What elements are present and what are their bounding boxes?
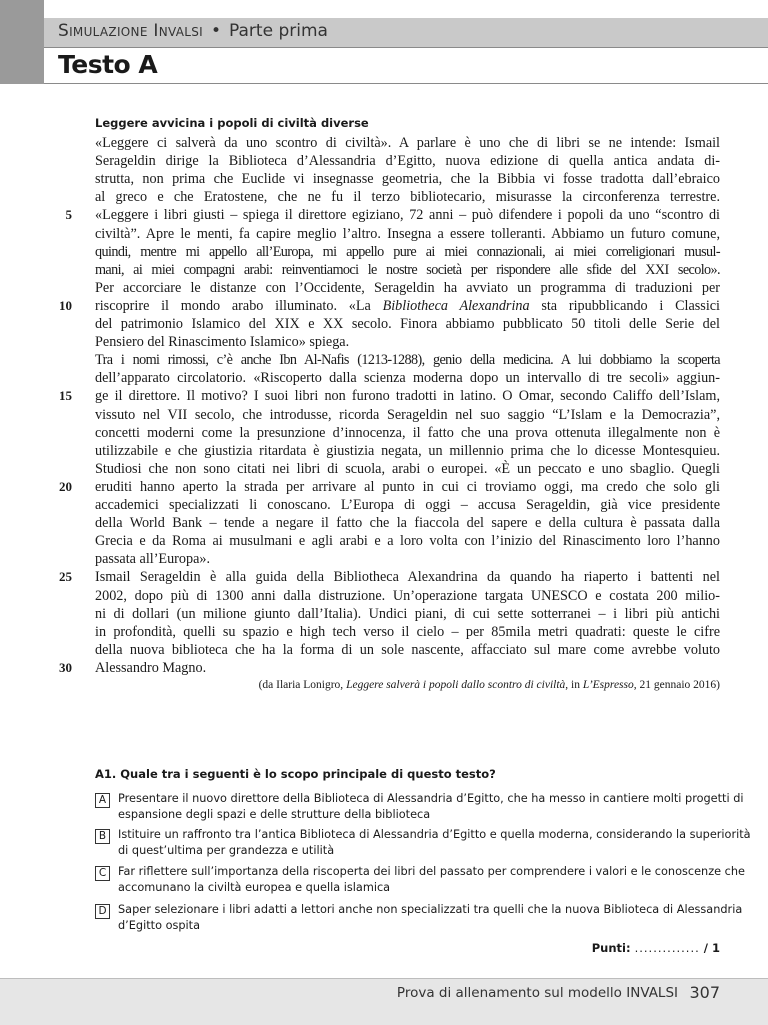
passage-line: Alessandro Magno.	[95, 659, 207, 676]
passage-line: strutta, non prima che Euclide vi insegnasse geometria, che la Bibbia vi fosse tradotta dall’ebraico	[95, 171, 720, 188]
passage-line: utilizzabile e che giustizia ritardata è giustizia negata, un millennio prima che lo dicesse Montesquieu.	[95, 442, 720, 459]
page-header	[0, 0, 768, 84]
header-divider	[44, 47, 768, 48]
source-pre: (da Ilaria Lonigro,	[258, 679, 347, 691]
score-line	[592, 941, 720, 955]
passage-line: accademici specializzati li conoscano. L’Europa di oggi – accusa Serageldin, già vice presidente	[95, 497, 720, 513]
source-title: Leggere salverà i popoli dallo scontro di civiltà	[346, 679, 566, 691]
option-text: di quest’ultima per grandezza e utilità	[118, 844, 335, 857]
option-checkbox[interactable]: B	[95, 829, 110, 844]
option-checkbox[interactable]: D	[95, 904, 110, 919]
italic-title: Bibliotheca Alexandrina	[382, 297, 530, 314]
line-number: 25	[59, 569, 72, 585]
footer-text: Prova di allenamento sul modello INVALSI	[396, 985, 678, 1001]
header-bar	[44, 18, 768, 47]
passage-line: «Leggere ci salverà da uno scontro di civiltà». A parlare è uno che di libri se ne intende: Ismail	[95, 135, 720, 151]
passage-line: della World Bank – tende a negare il fatto che la fiaccola del sapere e della cultura è passata dalla	[95, 515, 720, 532]
option-checkbox[interactable]: A	[95, 793, 110, 808]
passage-line: 2002, dopo più di 1300 anni dalla distruzione. Un’operazione targata UNESCO e costata 200 milio-	[95, 587, 720, 604]
line-number: 15	[59, 388, 72, 404]
header-side-block	[0, 0, 44, 84]
page-footer	[0, 978, 768, 1025]
line-number: 5	[65, 207, 72, 223]
page-number: 307	[689, 983, 720, 1002]
header-separator: •	[211, 21, 222, 41]
option-text: Presentare il nuovo direttore della Biblioteca di Alessandria d’Egitto, che ha messo in cantiere molti progetti di	[118, 792, 744, 805]
option-text: accomunano la civiltà europea e quella islamica	[118, 881, 391, 894]
passage-line: Studiosi che non sono citati nei libri di scuola, arabi o europei. «È un peccato e uno sbaglio. Quegli	[95, 460, 720, 477]
header-part: Parte prima	[229, 21, 328, 41]
option-text: d’Egitto ospita	[118, 919, 201, 932]
passage-title: Leggere avvicina i popoli di civiltà diverse	[95, 116, 369, 130]
passage-line: Pensiero del Rinascimento Islamico» spiega.	[95, 334, 350, 351]
passage-line: vissuto nel VII secolo, che introdusse, ricorda Serageldin nel suo saggio “L’Islam e la Democrazia”,	[95, 406, 720, 423]
passage-line: ni di dollari (un milione giunto dall’Italia). Undici piani, di cui sette sotterranei – i libri più antichi	[95, 605, 720, 622]
option-text: Istituire un raffronto tra l’antica Biblioteca di Alessandria d’Egitto e quella moderna, considerando la superiorità	[118, 828, 751, 841]
passage-line: del patrimonio Islamico del XIX e XX secolo. Finora abbiamo pubblicato 50 titoli delle Serie del	[95, 316, 720, 332]
section-title: Testo A	[58, 50, 158, 79]
passage-line: Per accorciare le distanze con l’Occidente, Serageldin ha avviato un programma di traduzioni per	[95, 279, 720, 296]
header-series: Simulazione Invalsi	[58, 21, 203, 41]
option-text: Far riflettere sull’importanza della riscoperta dei libri del passato per comprendere i valori e le conoscenze che	[118, 865, 746, 878]
header-text	[58, 21, 328, 41]
option-text: espansione degli spazi e delle strutture della biblioteca	[118, 808, 431, 821]
passage-line: Ismail Serageldin è alla guida della Bibliotheca Alexandrina da quando ha riaperto i battenti nel	[95, 569, 720, 586]
passage-line: eruditi hanno aperto la strada per arrivare al punto in cui ci troviamo oggi, ma credo che solo gli	[95, 478, 720, 495]
source-publication: L’Espresso	[582, 679, 634, 691]
option-text: Saper selezionare i libri adatti a lettori anche non specializzati tra quelli che la nuova Biblioteca di Alessandria	[118, 903, 743, 916]
passage-line: quindi, mentre mi appello all’Europa, mi appello pure ai miei connazionali, ai miei correligionari musul-	[95, 243, 720, 260]
passage-line: Grecia e da Roma ai musulmani e agli arabi e a loro volta con l’inizio del Rinascimento loro l’hanno	[95, 533, 720, 550]
score-label: Punti:	[591, 941, 631, 955]
passage-line: «Leggere i libri giusti – spiega il direttore egiziano, 72 anni – può difendere i popoli da uno “scontro di	[95, 207, 720, 224]
passage-line: civiltà”. Apre le menti, fa capire meglio l’altro. Insegna a essere tolleranti. Abbiamo un futuro comune,	[95, 225, 720, 242]
passage-line: passata all’Europa».	[95, 551, 211, 568]
passage-line: Serageldin dirige la Biblioteca d’Alessandria d’Egitto, nuova edizione di quella antica andata di-	[95, 153, 720, 170]
header-bottom-rule	[44, 83, 768, 84]
option-checkbox[interactable]: C	[95, 866, 110, 881]
question-title: A1. Quale tra i seguenti è lo scopo principale di questo testo?	[95, 767, 496, 781]
passage-line: al greco e che Eratostene, che ne fu il terzo bibliotecario, misurasse la circonferenza terrestre.	[95, 189, 720, 206]
passage-line: dell’apparato circolatorio. «Riscoperto dalla scienza moderna dopo un intervallo di tre secoli» aggiun-	[95, 370, 720, 387]
passage-line: Tra i nomi rimossi, c’è anche Ibn Al-Nafis (1213-1288), genio della medicina. A lui dobbiamo la scoperta	[95, 352, 720, 369]
source-mid: , in	[565, 679, 583, 691]
source-date: , 21 gennaio 2016)	[633, 679, 720, 691]
line-number: 10	[59, 297, 72, 313]
passage-line: ge il direttore. Il motivo? I suoi libri non furono tradotti in latino. O Omar, secondo Califfo dell’Islam,	[95, 388, 720, 405]
passage-line: in profondità, quelli su spazio e high tech verso il cielo – per 85mila metri quadrati: queste le cifre	[95, 623, 720, 640]
line-number: 30	[59, 659, 72, 675]
passage-line: mani, ai miei compagni arabi: reinventiamoci le nostre società per rispondere alle sfide del XXI secolo».	[95, 261, 720, 278]
passage-source	[259, 679, 720, 691]
score-blank[interactable]: ..............	[634, 941, 700, 955]
passage-line: riscoprire il mondo arabo illuminato. «La Bibliotheca Alexandrina sta ripubblicando i Classici	[95, 297, 720, 314]
score-total: / 1	[703, 941, 720, 955]
line-number: 20	[59, 478, 72, 494]
passage-line: concetti moderni come la presunzione d’innocenza, il fatto che una prova ottenuta illegalmente non è	[95, 424, 720, 441]
passage-line: della nuova biblioteca che ha la forma di un sole nascente, affacciato sul mare come avrebbe voluto	[95, 641, 720, 658]
